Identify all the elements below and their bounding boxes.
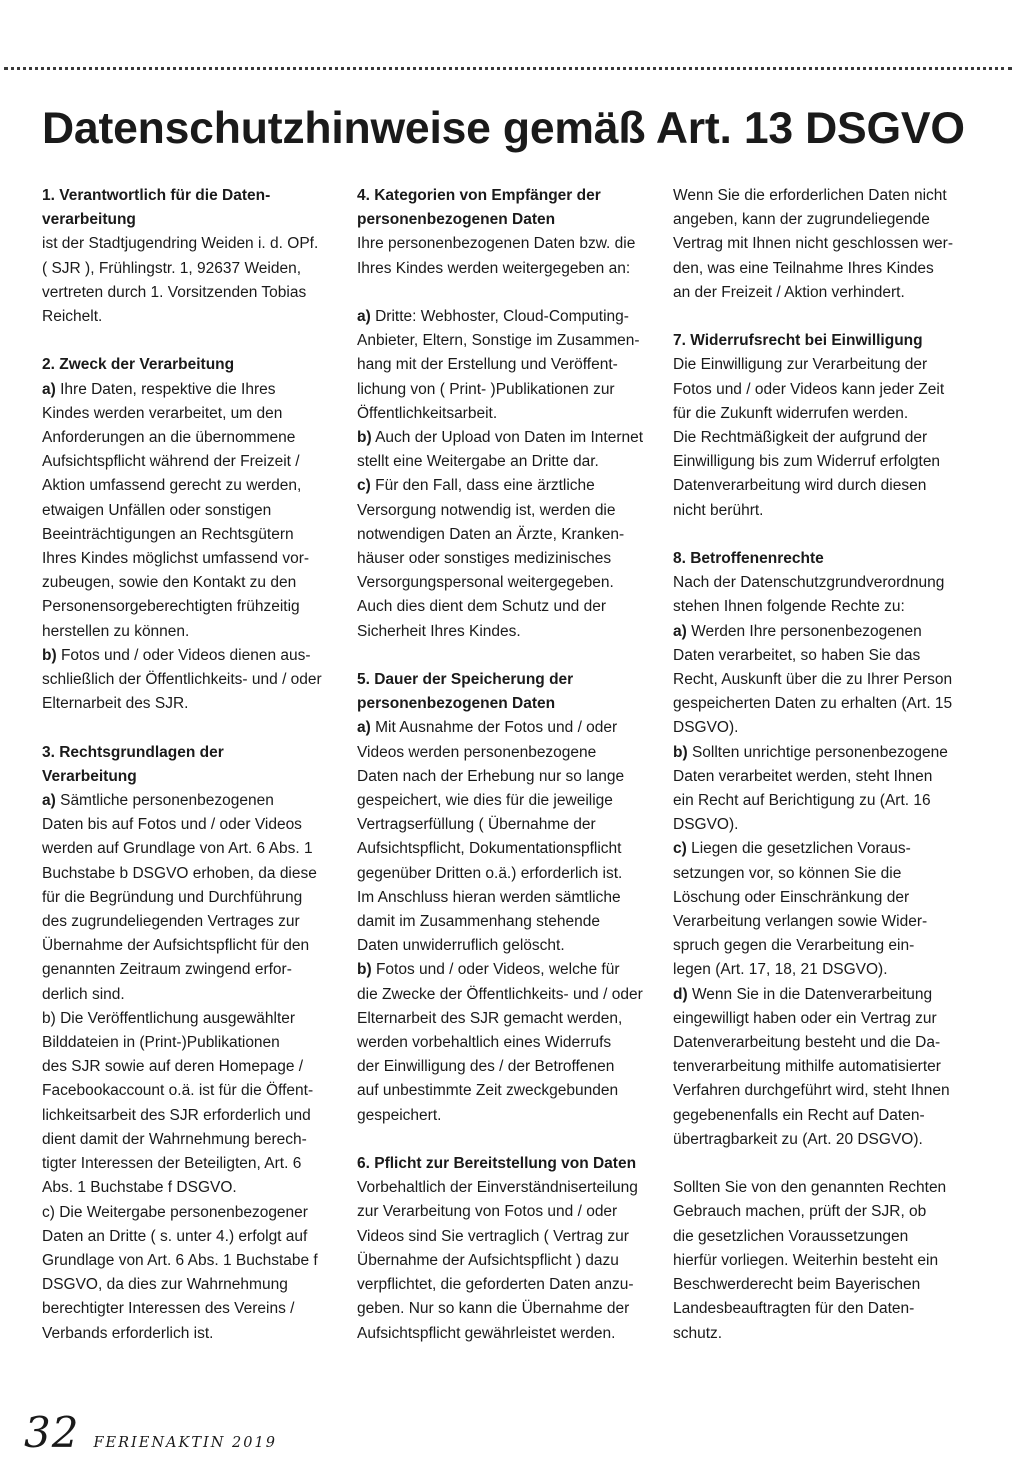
- list-marker: b): [673, 743, 688, 761]
- body-text: Ihre personenbezogenen Daten bzw. die: [357, 235, 636, 253]
- body-text: nicht berührt.: [673, 501, 764, 519]
- section-block: [42, 353, 348, 716]
- body-line: [357, 789, 663, 813]
- section-heading: personenbezogenen Daten: [357, 695, 556, 713]
- body-line: [357, 1176, 663, 1200]
- body-text: DSGVO).: [673, 816, 739, 834]
- body-line: [357, 1225, 663, 1249]
- body-line: [42, 837, 348, 861]
- body-line: [357, 934, 663, 958]
- body-line: [357, 837, 663, 861]
- body-text: Elternarbeit des SJR.: [42, 695, 189, 713]
- body-line: [357, 474, 663, 498]
- body-line: [673, 983, 979, 1007]
- body-text: Öffentlichkeitsarbeit.: [357, 404, 498, 422]
- text-column-1: [42, 184, 348, 1346]
- body-line: [673, 741, 979, 765]
- body-line: [673, 281, 979, 305]
- body-text: Daten bis auf Fotos und / oder Videos: [42, 816, 302, 834]
- body-text: gespeicherten Daten zu erhalten (Art. 15: [673, 695, 953, 713]
- body-line: [42, 983, 348, 1007]
- body-text: Videos werden personenbezogene: [357, 743, 597, 761]
- section-block: [42, 741, 348, 1346]
- body-text: Abs. 1 Buchstabe f DSGVO.: [42, 1179, 237, 1197]
- body-line: [42, 1297, 348, 1321]
- section-block: [673, 547, 979, 1152]
- body-line: [42, 1201, 348, 1225]
- body-line: [42, 1128, 348, 1152]
- body-text: Daten unwiderruflich gelöscht.: [357, 937, 565, 955]
- body-text: Kindes werden verarbeitet, um den: [42, 404, 283, 422]
- body-line: [42, 1273, 348, 1297]
- body-line: [673, 1055, 979, 1079]
- section-heading: 1. Verantwortlich für die Daten-: [42, 187, 271, 204]
- body-text: gegenüber Dritten o.ä.) erforderlich ist.: [357, 864, 623, 882]
- body-text: Beschwerderecht beim Bayerischen: [673, 1276, 921, 1294]
- body-line: [42, 910, 348, 934]
- body-line: [357, 329, 663, 353]
- body-text: eingewilligt haben oder ein Vertrag zur: [673, 1009, 937, 1027]
- section-heading: 7. Widerrufsrecht bei Einwilligung: [673, 332, 923, 350]
- body-text: Übernahme der Aufsichtspflicht für den: [42, 937, 310, 955]
- body-text: b) Die Veröffentlichung ausgewählter: [42, 1009, 296, 1027]
- body-line: [357, 402, 663, 426]
- body-line: [673, 474, 979, 498]
- body-text: geben. Nur so kann die Übernahme der: [357, 1300, 630, 1318]
- body-line: [673, 232, 979, 256]
- text-column-3: [673, 184, 979, 1346]
- body-line: [673, 426, 979, 450]
- body-text: Sämtliche personenbezogenen: [55, 792, 274, 810]
- body-line: [42, 499, 348, 523]
- body-line: [357, 232, 663, 256]
- body-text: Nach der Datenschutzgrundverordnung: [673, 574, 945, 592]
- body-text: Aktion umfassend gerecht zu werden,: [42, 477, 302, 495]
- publication-name: FERIENAKTIN 2019: [93, 1435, 277, 1451]
- body-text: Ihres Kindes möglichst umfassend vor-: [42, 550, 310, 568]
- page-footer: [24, 1408, 277, 1457]
- body-text: auf unbestimmte Zeit zweckgebunden: [357, 1082, 619, 1100]
- body-line: [673, 765, 979, 789]
- body-line: [42, 1007, 348, 1031]
- body-text: ein Recht auf Berichtigung zu (Art. 16: [673, 792, 931, 810]
- body-line: [673, 595, 979, 619]
- body-text: lichkeitsarbeit des SJR erforderlich und: [42, 1106, 311, 1124]
- body-text: Die Einwilligung zur Verarbeitung der: [673, 356, 928, 374]
- body-line: [42, 281, 348, 305]
- list-marker: a): [357, 719, 371, 737]
- body-line: [357, 1104, 663, 1128]
- body-line: [673, 378, 979, 402]
- body-text: Fotos und / oder Videos, welche für: [371, 961, 620, 979]
- body-line: [357, 620, 663, 644]
- body-text: Sollten Sie von den genannten Rechten: [673, 1179, 947, 1197]
- body-line: [357, 523, 663, 547]
- body-line: [357, 862, 663, 886]
- list-marker: a): [42, 792, 56, 810]
- body-line: [357, 353, 663, 377]
- body-text: Datenverarbeitung besteht und die Da-: [673, 1034, 941, 1052]
- body-line: [357, 1079, 663, 1103]
- body-text: übertragbarkeit zu (Art. 20 DSGVO).: [673, 1130, 923, 1148]
- body-line: [42, 257, 348, 281]
- section-heading: 2. Zweck der Verarbeitung: [42, 356, 235, 374]
- body-text: ( SJR ), Frühlingstr. 1, 92637 Weiden,: [42, 259, 302, 277]
- body-line: [673, 450, 979, 474]
- body-line: [42, 450, 348, 474]
- body-text: Verfahren durchgeführt wird, steht Ihnen: [673, 1082, 950, 1100]
- body-line: [673, 958, 979, 982]
- body-text: Versorgung notwendig ist, werden die: [357, 501, 616, 519]
- body-text: Verbands erforderlich ist.: [42, 1324, 214, 1342]
- body-line: [357, 958, 663, 982]
- body-line: [673, 1297, 979, 1321]
- body-text: Ihres Kindes werden weitergegeben an:: [357, 259, 631, 277]
- body-line: [42, 1225, 348, 1249]
- list-marker: b): [357, 961, 372, 979]
- section-heading: 6. Pflicht zur Bereitstellung von Daten: [357, 1155, 637, 1173]
- body-line: [673, 1031, 979, 1055]
- body-line: [673, 910, 979, 934]
- body-line: [357, 450, 663, 474]
- body-text: Aufsichtspflicht, Dokumentationspflicht: [357, 840, 622, 858]
- list-marker: d): [673, 985, 688, 1003]
- body-line: [42, 1079, 348, 1103]
- body-text: des SJR sowie auf deren Homepage /: [42, 1058, 304, 1076]
- body-line: [42, 523, 348, 547]
- body-line: [673, 692, 979, 716]
- body-text: Wenn Sie die erforderlichen Daten nicht: [673, 187, 947, 204]
- body-text: dient damit der Wahrnehmung berech-: [42, 1130, 307, 1148]
- body-text: Mit Ausnahme der Fotos und / oder: [370, 719, 618, 737]
- body-line: [357, 305, 663, 329]
- body-line: [673, 886, 979, 910]
- section-heading: personenbezogenen Daten: [357, 211, 556, 229]
- body-line: [357, 378, 663, 402]
- body-line: [673, 837, 979, 861]
- body-line: [357, 426, 663, 450]
- body-text: Daten verarbeitet, so haben Sie das: [673, 646, 921, 664]
- body-line: [42, 886, 348, 910]
- body-line: [357, 1031, 663, 1055]
- body-line: [357, 813, 663, 837]
- body-text: spruch gegen die Verarbeitung ein-: [673, 937, 915, 955]
- body-text: genannten Zeitraum zwingend erfor-: [42, 961, 292, 979]
- body-text: schließlich der Öffentlichkeits- und / oder: [42, 671, 322, 689]
- body-text: Recht, Auskunft über die zu Ihrer Person: [673, 671, 953, 689]
- section-block: [673, 329, 979, 523]
- body-line: [357, 741, 663, 765]
- body-line: [42, 934, 348, 958]
- body-line: [357, 257, 663, 281]
- body-text: gespeichert, wie dies für die jeweilige: [357, 792, 613, 810]
- body-text: Daten nach der Erhebung nur so lange: [357, 767, 625, 785]
- body-text: zur Verarbeitung von Fotos und / oder: [357, 1203, 618, 1221]
- body-text: Buchstabe b DSGVO erhoben, da diese: [42, 864, 317, 882]
- body-line: [42, 1176, 348, 1200]
- body-line: [673, 716, 979, 740]
- section-heading: 4. Kategorien von Empfänger der: [357, 187, 601, 204]
- body-line: [673, 499, 979, 523]
- body-text: Die Rechtmäßigkeit der aufgrund der: [673, 429, 928, 447]
- body-text: damit im Zusammenhang stehende: [357, 913, 600, 931]
- body-text: der Einwilligung des / der Betroffenen: [357, 1058, 615, 1076]
- section-block: [357, 1152, 663, 1346]
- body-text: werden auf Grundlage von Art. 6 Abs. 1: [42, 840, 313, 858]
- body-line: [42, 595, 348, 619]
- section-heading: verarbeitung: [42, 211, 136, 229]
- body-line: [42, 1249, 348, 1273]
- body-text: legen (Art. 17, 18, 21 DSGVO).: [673, 961, 888, 979]
- body-line: [673, 1128, 979, 1152]
- body-line: [42, 378, 348, 402]
- body-text: setzungen vor, so können Sie die: [673, 864, 902, 882]
- body-line: [42, 813, 348, 837]
- body-line: [673, 934, 979, 958]
- body-text: Vertragserfüllung ( Übernahme der: [357, 816, 596, 834]
- body-line: [673, 1200, 979, 1224]
- body-text: Für den Fall, dass eine ärztliche: [370, 477, 595, 495]
- body-line: [42, 547, 348, 571]
- body-line: [673, 1079, 979, 1103]
- body-text: Videos sind Sie vertraglich ( Vertrag zur: [357, 1227, 629, 1245]
- body-text: die gesetzlichen Voraussetzungen: [673, 1227, 909, 1245]
- body-text: gegebenenfalls ein Recht auf Daten-: [673, 1106, 925, 1124]
- section-heading: 3. Rechtsgrundlagen der: [42, 743, 224, 761]
- body-line: [357, 1273, 663, 1297]
- body-text: ist der Stadtjugendring Weiden i. d. OPf.: [42, 235, 319, 253]
- section-heading: Verarbeitung: [42, 767, 137, 785]
- body-line: [357, 595, 663, 619]
- section-block: [357, 668, 663, 1128]
- body-text: notwendigen Daten an Ärzte, Kranken-: [357, 525, 625, 543]
- section-heading: 5. Dauer der Speicherung der: [357, 671, 574, 689]
- body-line: [42, 426, 348, 450]
- body-text: etwaigen Unfällen oder sonstigen: [42, 501, 272, 519]
- body-line: [673, 184, 979, 208]
- body-text: Aufsichtspflicht gewährleistet werden.: [357, 1324, 616, 1342]
- body-line: [673, 1176, 979, 1200]
- body-line: [42, 644, 348, 668]
- section-block: [673, 184, 979, 305]
- body-line: [42, 789, 348, 813]
- body-line: [673, 208, 979, 232]
- body-text: Datenverarbeitung wird durch diesen: [673, 477, 927, 495]
- body-line: [673, 862, 979, 886]
- body-text: Landesbeauftragten für den Daten-: [673, 1300, 915, 1318]
- body-text: des zugrundeliegenden Vertrages zur: [42, 913, 300, 931]
- list-marker: a): [357, 308, 371, 325]
- body-text: DSGVO).: [673, 719, 739, 737]
- body-line: [673, 620, 979, 644]
- body-line: [42, 1152, 348, 1176]
- body-line: [673, 1007, 979, 1031]
- body-text: Aufsichtspflicht während der Freizeit /: [42, 453, 300, 471]
- section-block: [42, 184, 348, 329]
- body-text: häuser oder sonstiges medizinisches: [357, 550, 612, 568]
- body-text: vertreten durch 1. Vorsitzenden Tobias: [42, 283, 307, 301]
- body-text: Löschung oder Einschränkung der: [673, 888, 910, 906]
- body-text: tenverarbeitung mithilfe automatisierter: [673, 1058, 941, 1076]
- section-block: [357, 184, 663, 281]
- body-line: [673, 789, 979, 813]
- body-text: für die Zukunft widerrufen werden.: [673, 404, 909, 422]
- body-text: die Zwecke der Öffentlichkeits- und / oder: [357, 985, 643, 1003]
- body-text: Sollten unrichtige personenbezogene: [687, 743, 948, 761]
- body-text: schutz.: [673, 1324, 723, 1342]
- body-text: stellt eine Weitergabe an Dritte dar.: [357, 453, 599, 471]
- body-line: [42, 620, 348, 644]
- body-text: Daten verarbeitet werden, steht Ihnen: [673, 767, 933, 785]
- list-marker: c): [673, 840, 687, 858]
- body-line: [357, 716, 663, 740]
- body-line: [357, 1055, 663, 1079]
- body-line: [673, 257, 979, 281]
- body-text: werden vorbehaltlich eines Widerrufs: [357, 1034, 612, 1052]
- body-line: [673, 353, 979, 377]
- list-marker: a): [673, 622, 687, 640]
- body-text: Auch der Upload von Daten im Internet: [371, 429, 644, 447]
- body-line: [673, 1322, 979, 1346]
- body-text: herstellen zu können.: [42, 622, 190, 640]
- body-text: Grundlage von Art. 6 Abs. 1 Buchstabe f: [42, 1251, 318, 1269]
- body-line: [42, 305, 348, 329]
- body-line: [42, 571, 348, 595]
- body-line: [42, 402, 348, 426]
- body-line: [673, 1104, 979, 1128]
- body-line: [42, 668, 348, 692]
- body-line: [357, 1007, 663, 1031]
- body-text: Übernahme der Aufsichtspflicht ) dazu: [357, 1251, 619, 1269]
- body-line: [42, 1031, 348, 1055]
- body-text: Bilddateien in (Print-)Publikationen: [42, 1034, 280, 1052]
- page-title: Datenschutzhinweise gemäß Art. 13 DSGVO: [42, 104, 965, 153]
- list-marker: a): [42, 380, 56, 398]
- body-line: [357, 1200, 663, 1224]
- body-text: tigter Interessen der Beteiligten, Art. 6: [42, 1155, 302, 1173]
- body-text: Vertrag mit Ihnen nicht geschlossen wer-: [673, 235, 953, 253]
- body-text: Facebookaccount o.ä. ist für die Öffent-: [42, 1082, 314, 1100]
- body-text: Dritte: Webhoster, Cloud-Computing-: [370, 308, 629, 325]
- body-text: Verarbeitung verlangen sowie Wider-: [673, 913, 928, 931]
- body-text: Gebrauch machen, prüft der SJR, ob: [673, 1203, 927, 1221]
- body-text: Liegen die gesetzlichen Voraus-: [686, 840, 911, 858]
- body-text: Sicherheit Ihres Kindes.: [357, 622, 521, 640]
- body-line: [357, 571, 663, 595]
- list-marker: c): [357, 477, 371, 495]
- body-text: stehen Ihnen folgende Rechte zu:: [673, 598, 905, 616]
- body-line: [357, 886, 663, 910]
- body-text: Fotos und / oder Videos kann jeder Zeit: [673, 380, 945, 398]
- body-text: Reichelt.: [42, 308, 103, 326]
- section-block: [357, 305, 663, 644]
- section-heading: 8. Betroffenenrechte: [673, 550, 824, 568]
- body-line: [357, 765, 663, 789]
- body-text: verpflichtet, die geforderten Daten anzu-: [357, 1276, 634, 1294]
- body-text: Beeinträchtigungen an Rechtsgütern: [42, 525, 294, 543]
- body-line: [673, 1249, 979, 1273]
- body-line: [357, 1322, 663, 1346]
- body-line: [42, 1104, 348, 1128]
- body-line: [357, 1249, 663, 1273]
- text-column-2: [357, 184, 663, 1346]
- body-line: [357, 499, 663, 523]
- body-line: [673, 644, 979, 668]
- body-text: Wenn Sie in die Datenverarbeitung: [687, 985, 933, 1003]
- body-text: angeben, kann der zugrundeliegende: [673, 211, 930, 229]
- list-marker: b): [357, 429, 372, 447]
- body-text: berechtigter Interessen des Vereins /: [42, 1300, 295, 1318]
- body-line: [42, 958, 348, 982]
- list-marker: b): [42, 646, 57, 664]
- body-line: [357, 1297, 663, 1321]
- body-text: Elternarbeit des SJR gemacht werden,: [357, 1009, 623, 1027]
- body-text: für die Begründung und Durchführung: [42, 888, 303, 906]
- body-text: c) Die Weitergabe personenbezogener: [42, 1203, 308, 1221]
- body-text: Anbieter, Eltern, Sonstige im Zusammen-: [357, 332, 640, 350]
- body-text: hierfür vorliegen. Weiterhin besteht ein: [673, 1251, 939, 1269]
- body-text: hang mit der Erstellung und Veröffent-: [357, 356, 618, 374]
- body-text: Einwilligung bis zum Widerruf erfolgten: [673, 453, 941, 471]
- body-line: [673, 668, 979, 692]
- body-line: [42, 862, 348, 886]
- body-line: [42, 232, 348, 256]
- body-text: Versorgungspersonal weitergegeben.: [357, 574, 614, 592]
- section-block: [673, 1176, 979, 1345]
- body-text: Im Anschluss hieran werden sämtliche: [357, 888, 621, 906]
- body-line: [357, 983, 663, 1007]
- body-text: Auch dies dient dem Schutz und der: [357, 598, 607, 616]
- body-text: Daten an Dritte ( s. unter 4.) erfolgt auf: [42, 1227, 308, 1245]
- body-text: gespeichert.: [357, 1106, 442, 1124]
- dotted-top-rule: [4, 67, 1012, 70]
- body-text: DSGVO, da dies zur Wahrnehmung: [42, 1276, 288, 1294]
- body-line: [42, 692, 348, 716]
- body-text: an der Freizeit / Aktion verhindert.: [673, 283, 905, 301]
- body-line: [673, 1273, 979, 1297]
- body-line: [42, 1322, 348, 1346]
- body-text: Werden Ihre personenbezogenen: [686, 622, 922, 640]
- body-text: Anforderungen an die übernommene: [42, 429, 296, 447]
- body-line: [357, 547, 663, 571]
- body-text: Ihre Daten, respektive die Ihres: [55, 380, 276, 398]
- body-line: [42, 1055, 348, 1079]
- body-text: derlich sind.: [42, 985, 125, 1003]
- page-number: 32: [24, 1408, 80, 1457]
- body-text: Vorbehaltlich der Einverständniserteilung: [357, 1179, 638, 1197]
- body-line: [673, 571, 979, 595]
- body-text: zubeugen, sowie den Kontakt zu den: [42, 574, 297, 592]
- body-line: [673, 1225, 979, 1249]
- body-line: [673, 813, 979, 837]
- body-line: [673, 402, 979, 426]
- body-text: Fotos und / oder Videos dienen aus-: [56, 646, 311, 664]
- body-line: [42, 474, 348, 498]
- body-line: [357, 910, 663, 934]
- body-text: den, was eine Teilnahme Ihres Kindes: [673, 259, 934, 277]
- body-text: Personensorgeberechtigten frühzeitig: [42, 598, 300, 616]
- body-text: lichung von ( Print- )Publikationen zur: [357, 380, 615, 398]
